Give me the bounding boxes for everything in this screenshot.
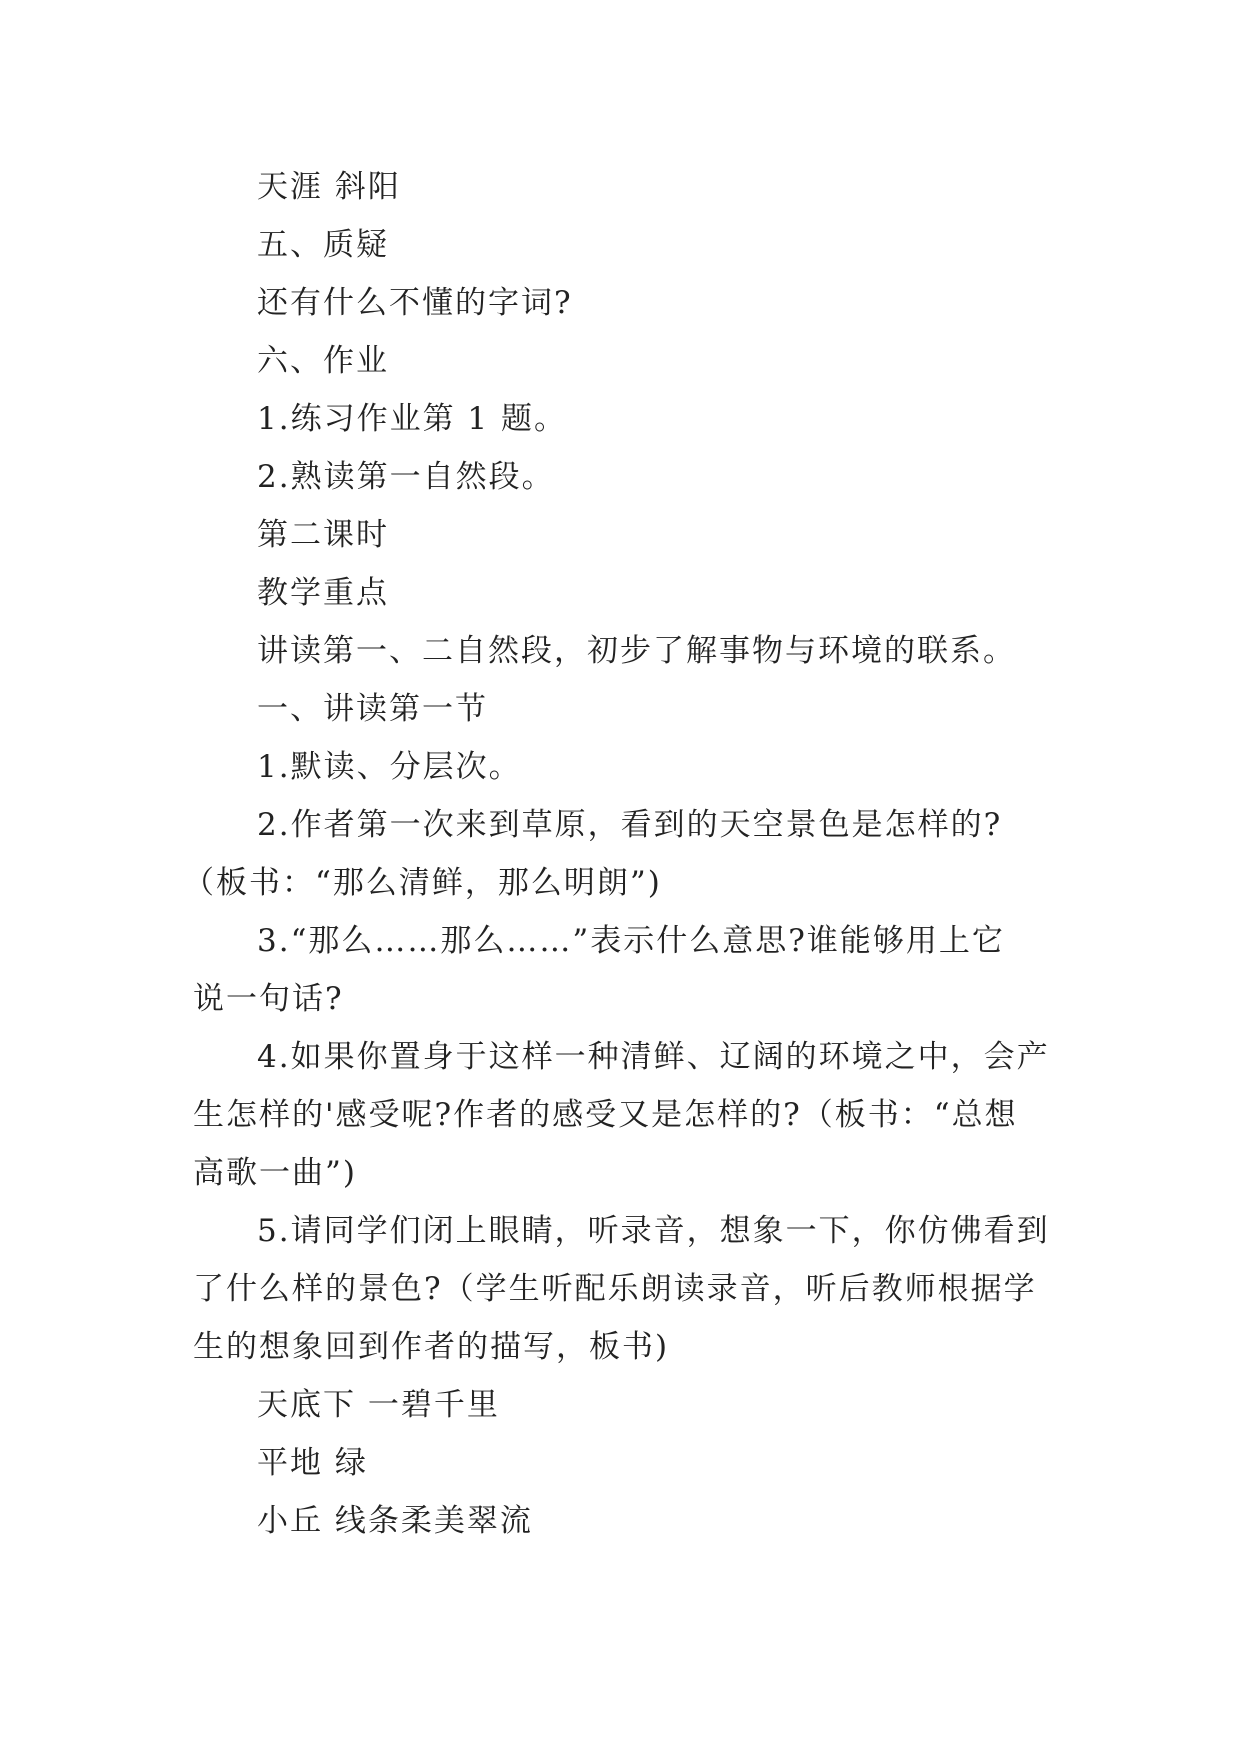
board-line-sky: 天底下 一碧千里 xyxy=(257,1387,500,1423)
key-points-heading: 教学重点 xyxy=(257,575,389,611)
reading-step-5-line: 生的想象回到作者的描写，板书) xyxy=(193,1329,670,1365)
reading-step-5-line: 了什么样的景色?（学生听配乐朗读录音，听后教师根据学 xyxy=(193,1271,1037,1307)
reading-step-4 xyxy=(193,1028,1053,1202)
board-line-plain: 平地 绿 xyxy=(257,1445,368,1481)
reading-step-2-line: （板书：“那么清鲜，那么明朗”) xyxy=(183,865,662,901)
reading-step-4-line: 高歌一曲”) xyxy=(193,1155,357,1191)
board-line-horizon: 天涯 斜阳 xyxy=(257,169,401,205)
reading-step-3-line: 3.“那么……那么……”表示什么意思?谁能够用上它 xyxy=(257,923,1005,959)
reading-step-3-line: 说一句话? xyxy=(193,981,344,1017)
reading-step-2 xyxy=(183,796,1053,912)
section-heading-reading: 一、讲读第一节 xyxy=(257,691,488,727)
reading-step-4-line: 4.如果你置身于这样一种清鲜、辽阔的环境之中，会产 xyxy=(257,1039,1050,1075)
reading-step-1: 1.默读、分层次。 xyxy=(257,749,522,785)
reading-step-4-line: 生怎样的'感受呢?作者的感受又是怎样的?（板书：“总想 xyxy=(193,1097,1018,1133)
key-points-text: 讲读第一、二自然段，初步了解事物与环境的联系。 xyxy=(257,633,1016,669)
reading-step-2-line: 2.作者第一次来到草原，看到的天空景色是怎样的? xyxy=(257,807,1003,843)
section-heading-questions: 五、质疑 xyxy=(257,227,389,263)
homework-item-1: 1.练习作业第 1 题。 xyxy=(257,401,568,437)
reading-step-5-line: 5.请同学们闭上眼睛，听录音，想象一下，你仿佛看到 xyxy=(257,1213,1050,1249)
document-body xyxy=(183,158,1053,1550)
lesson-heading: 第二课时 xyxy=(257,517,389,553)
homework-item-2: 2.熟读第一自然段。 xyxy=(257,459,555,495)
reading-step-5 xyxy=(193,1202,1053,1376)
board-line-hill: 小丘 线条柔美翠流 xyxy=(257,1503,533,1539)
section-heading-homework: 六、作业 xyxy=(257,343,389,379)
question-text: 还有什么不懂的字词? xyxy=(257,285,573,321)
reading-step-3 xyxy=(193,912,1053,1028)
